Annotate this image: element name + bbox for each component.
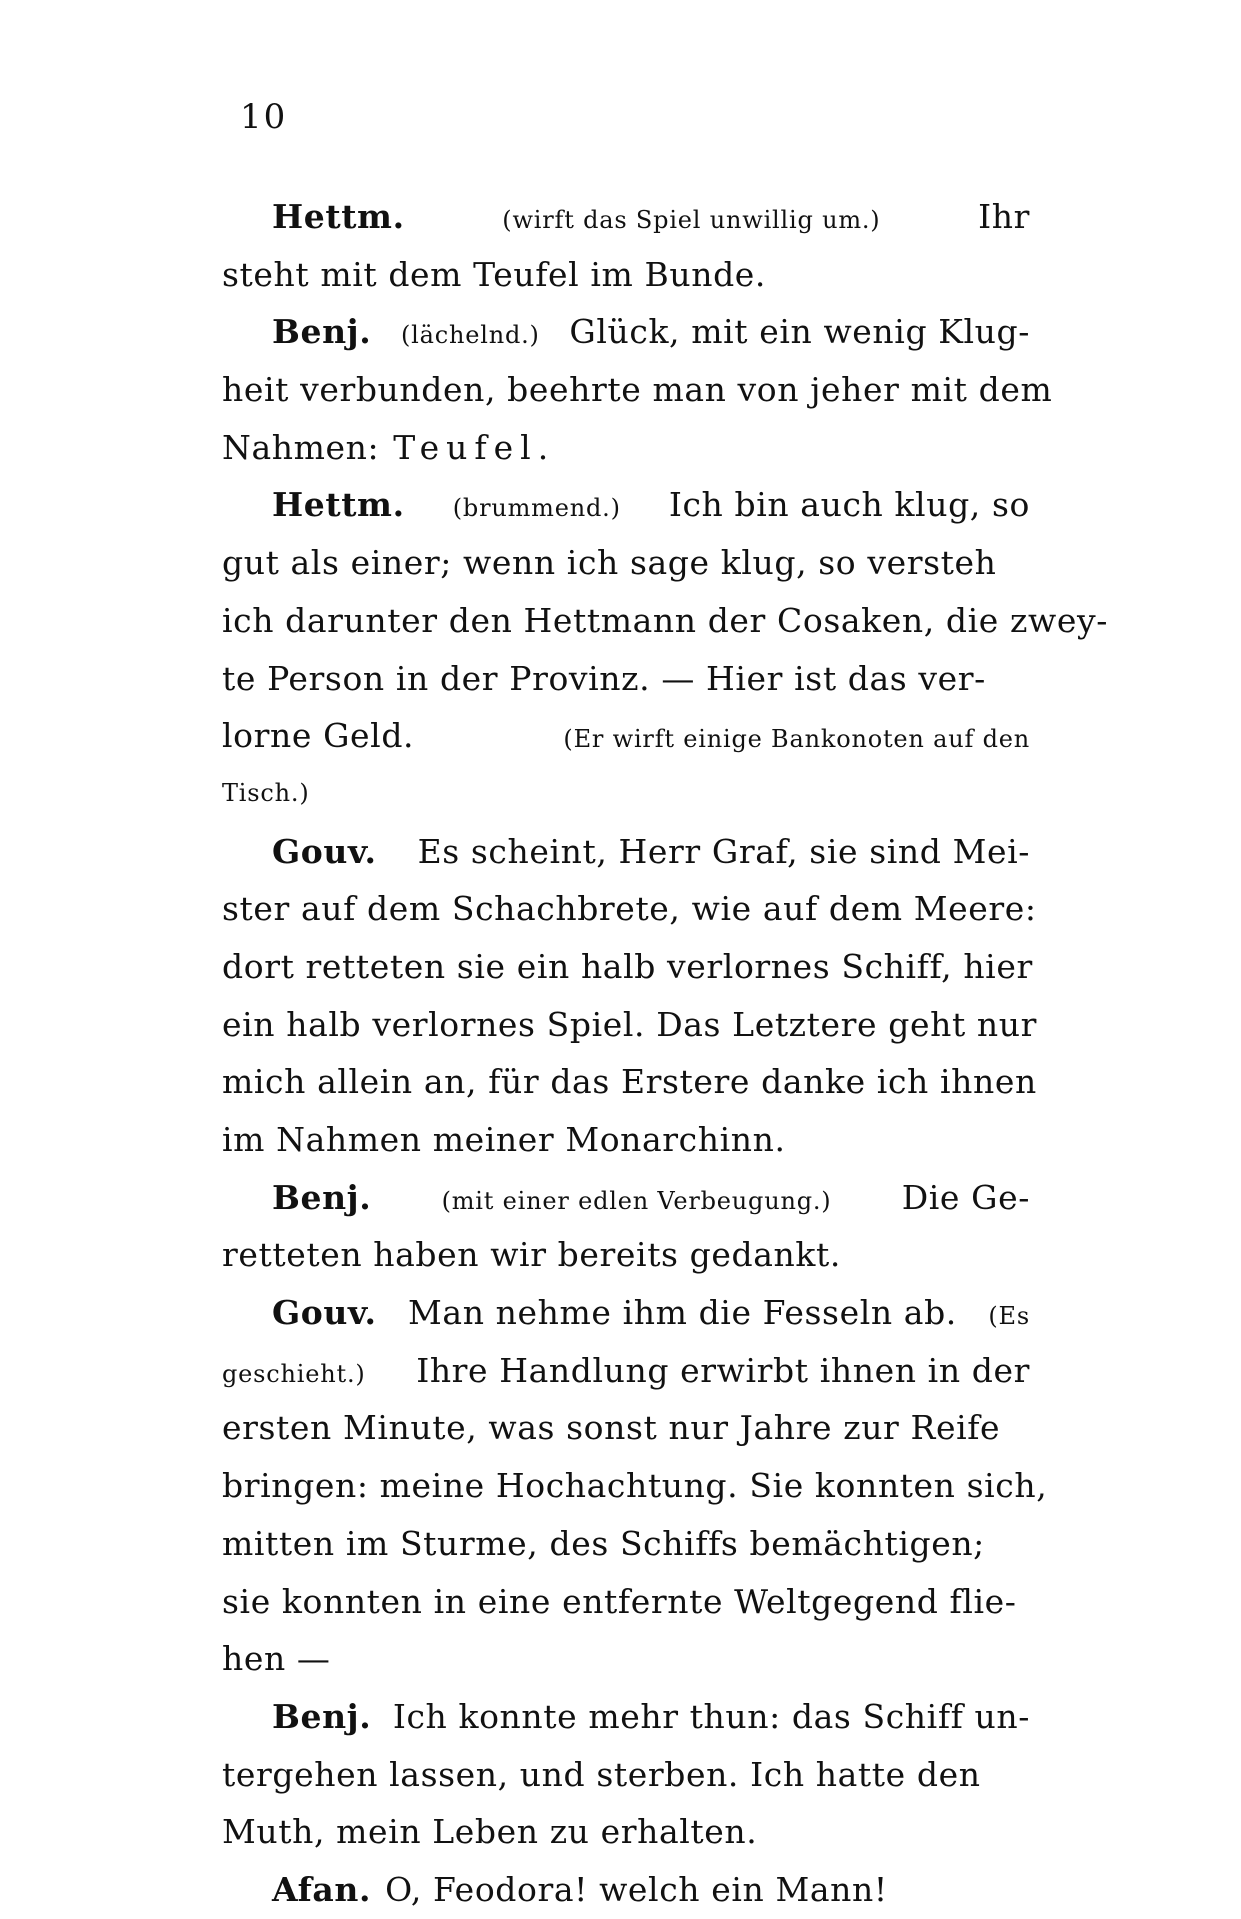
line-text: im Nahmen meiner Monarchinn. bbox=[222, 1120, 786, 1159]
stage-direction: geschieht.) bbox=[222, 1359, 366, 1388]
speaker-name: Benj. bbox=[272, 312, 372, 352]
text-line bbox=[222, 1573, 1030, 1631]
text-line bbox=[222, 650, 1030, 708]
line-text: Ich bin auch klug, so bbox=[668, 485, 1030, 525]
line-text: retteten haben wir bereits gedankt. bbox=[222, 1235, 841, 1275]
line-text: mich allein an, für das Erstere danke ich ihnen bbox=[222, 1062, 1037, 1102]
text-line bbox=[222, 1630, 1030, 1688]
text-line bbox=[222, 1746, 1030, 1804]
text-line bbox=[222, 188, 1030, 246]
text-line bbox=[222, 1226, 1030, 1284]
speaker-name: Afan. bbox=[272, 1869, 372, 1909]
emphasized-word: Teufel. bbox=[393, 427, 556, 467]
line-text: dort retteten sie ein halb verlornes Schiff, hier bbox=[222, 946, 1033, 986]
text-line bbox=[222, 419, 1030, 477]
line-text: Ihr bbox=[978, 197, 1030, 236]
line-text: te Person in der Provinz. — Hier ist das ver- bbox=[222, 658, 986, 698]
speaker-name: Gouv. bbox=[272, 831, 377, 871]
line-text: Man nehme ihm die Fesseln ab. bbox=[408, 1293, 957, 1333]
text-line bbox=[222, 707, 1030, 765]
line-text: Es scheint, Herr Graf, sie sind Mei- bbox=[417, 831, 1030, 871]
speaker-name: Hettm. bbox=[272, 197, 405, 236]
text-line bbox=[222, 938, 1033, 996]
text-line bbox=[222, 1457, 1048, 1515]
line-text: ersten Minute, was sonst nur Jahre zur Reife bbox=[222, 1408, 1001, 1448]
text-line bbox=[222, 823, 1030, 881]
text-line bbox=[222, 1111, 1030, 1169]
text-line bbox=[222, 996, 1037, 1054]
line-text: hen — bbox=[222, 1639, 331, 1679]
stage-direction: (mit einer edlen Verbeugung.) bbox=[441, 1186, 832, 1215]
speaker-name: Hettm. bbox=[272, 485, 405, 525]
line-text: Glück, mit ein wenig Klug- bbox=[569, 312, 1030, 352]
line-text: ein halb verlornes Spiel. Das Letztere geht nur bbox=[222, 1004, 1037, 1044]
text-line bbox=[222, 534, 1030, 592]
line-text: heit verbunden, beehrte man von jeher mit dem bbox=[222, 370, 1053, 410]
text-line bbox=[222, 361, 1053, 419]
speaker-name: Gouv. bbox=[272, 1293, 377, 1333]
text-line bbox=[222, 765, 1030, 823]
line-text: Die Ge- bbox=[901, 1177, 1030, 1217]
text-line bbox=[222, 1399, 1030, 1457]
stage-direction: (Er wirft einige Bankonoten auf den bbox=[563, 725, 1030, 754]
line-text: ster auf dem Schachbrete, wie auf dem Meere: bbox=[222, 889, 1037, 929]
text-line bbox=[222, 1053, 1037, 1111]
text-line bbox=[222, 592, 1108, 650]
text-line bbox=[222, 1169, 1030, 1227]
speaker-name: Benj. bbox=[272, 1696, 372, 1736]
text-line bbox=[222, 1861, 1030, 1919]
line-text: ich darunter den Hettmann der Cosaken, die zwey- bbox=[222, 600, 1108, 640]
text-line bbox=[222, 1803, 1030, 1861]
line-text: Ich konnte mehr thun: das Schiff un- bbox=[392, 1696, 1030, 1736]
stage-direction: (lächelnd.) bbox=[400, 321, 540, 350]
text-line bbox=[222, 303, 1030, 361]
stage-direction: (wirft das Spiel unwillig um.) bbox=[502, 206, 881, 234]
text-line bbox=[222, 1515, 1030, 1573]
line-text: gut als einer; wenn ich sage klug, so versteh bbox=[222, 543, 997, 583]
line-text: steht mit dem Teufel im Bunde. bbox=[222, 254, 767, 294]
text-line bbox=[222, 880, 1037, 938]
stage-direction: (brummend.) bbox=[452, 494, 621, 523]
line-text: Muth, mein Leben zu erhalten. bbox=[222, 1812, 758, 1852]
line-text: tergehen lassen, und sterben. Ich hatte den bbox=[222, 1754, 981, 1794]
page-number: 10 bbox=[240, 97, 288, 137]
line-text: Ihre Handlung erwirbt ihnen in der bbox=[416, 1350, 1030, 1390]
text-line bbox=[222, 246, 1030, 304]
line-text: Nahmen: bbox=[222, 427, 380, 467]
text-line bbox=[222, 476, 1030, 534]
speaker-name: Benj. bbox=[272, 1177, 372, 1217]
line-text: sie konnten in eine entfernte Weltgegend flie- bbox=[222, 1581, 1017, 1621]
line-text: mitten im Sturme, des Schiffs bemächtigen; bbox=[222, 1523, 985, 1563]
line-text: lorne Geld. bbox=[222, 716, 415, 756]
play-text bbox=[222, 188, 1108, 1919]
text-line bbox=[222, 1688, 1030, 1746]
stage-direction: Tisch.) bbox=[222, 778, 310, 807]
line-text: O, Feodora! welch ein Mann! bbox=[385, 1869, 888, 1909]
text-line bbox=[222, 1284, 1030, 1342]
stage-direction: (Es bbox=[988, 1302, 1030, 1331]
text-line bbox=[222, 1342, 1030, 1400]
line-text: bringen: meine Hochachtung. Sie konnten sich, bbox=[222, 1466, 1048, 1506]
